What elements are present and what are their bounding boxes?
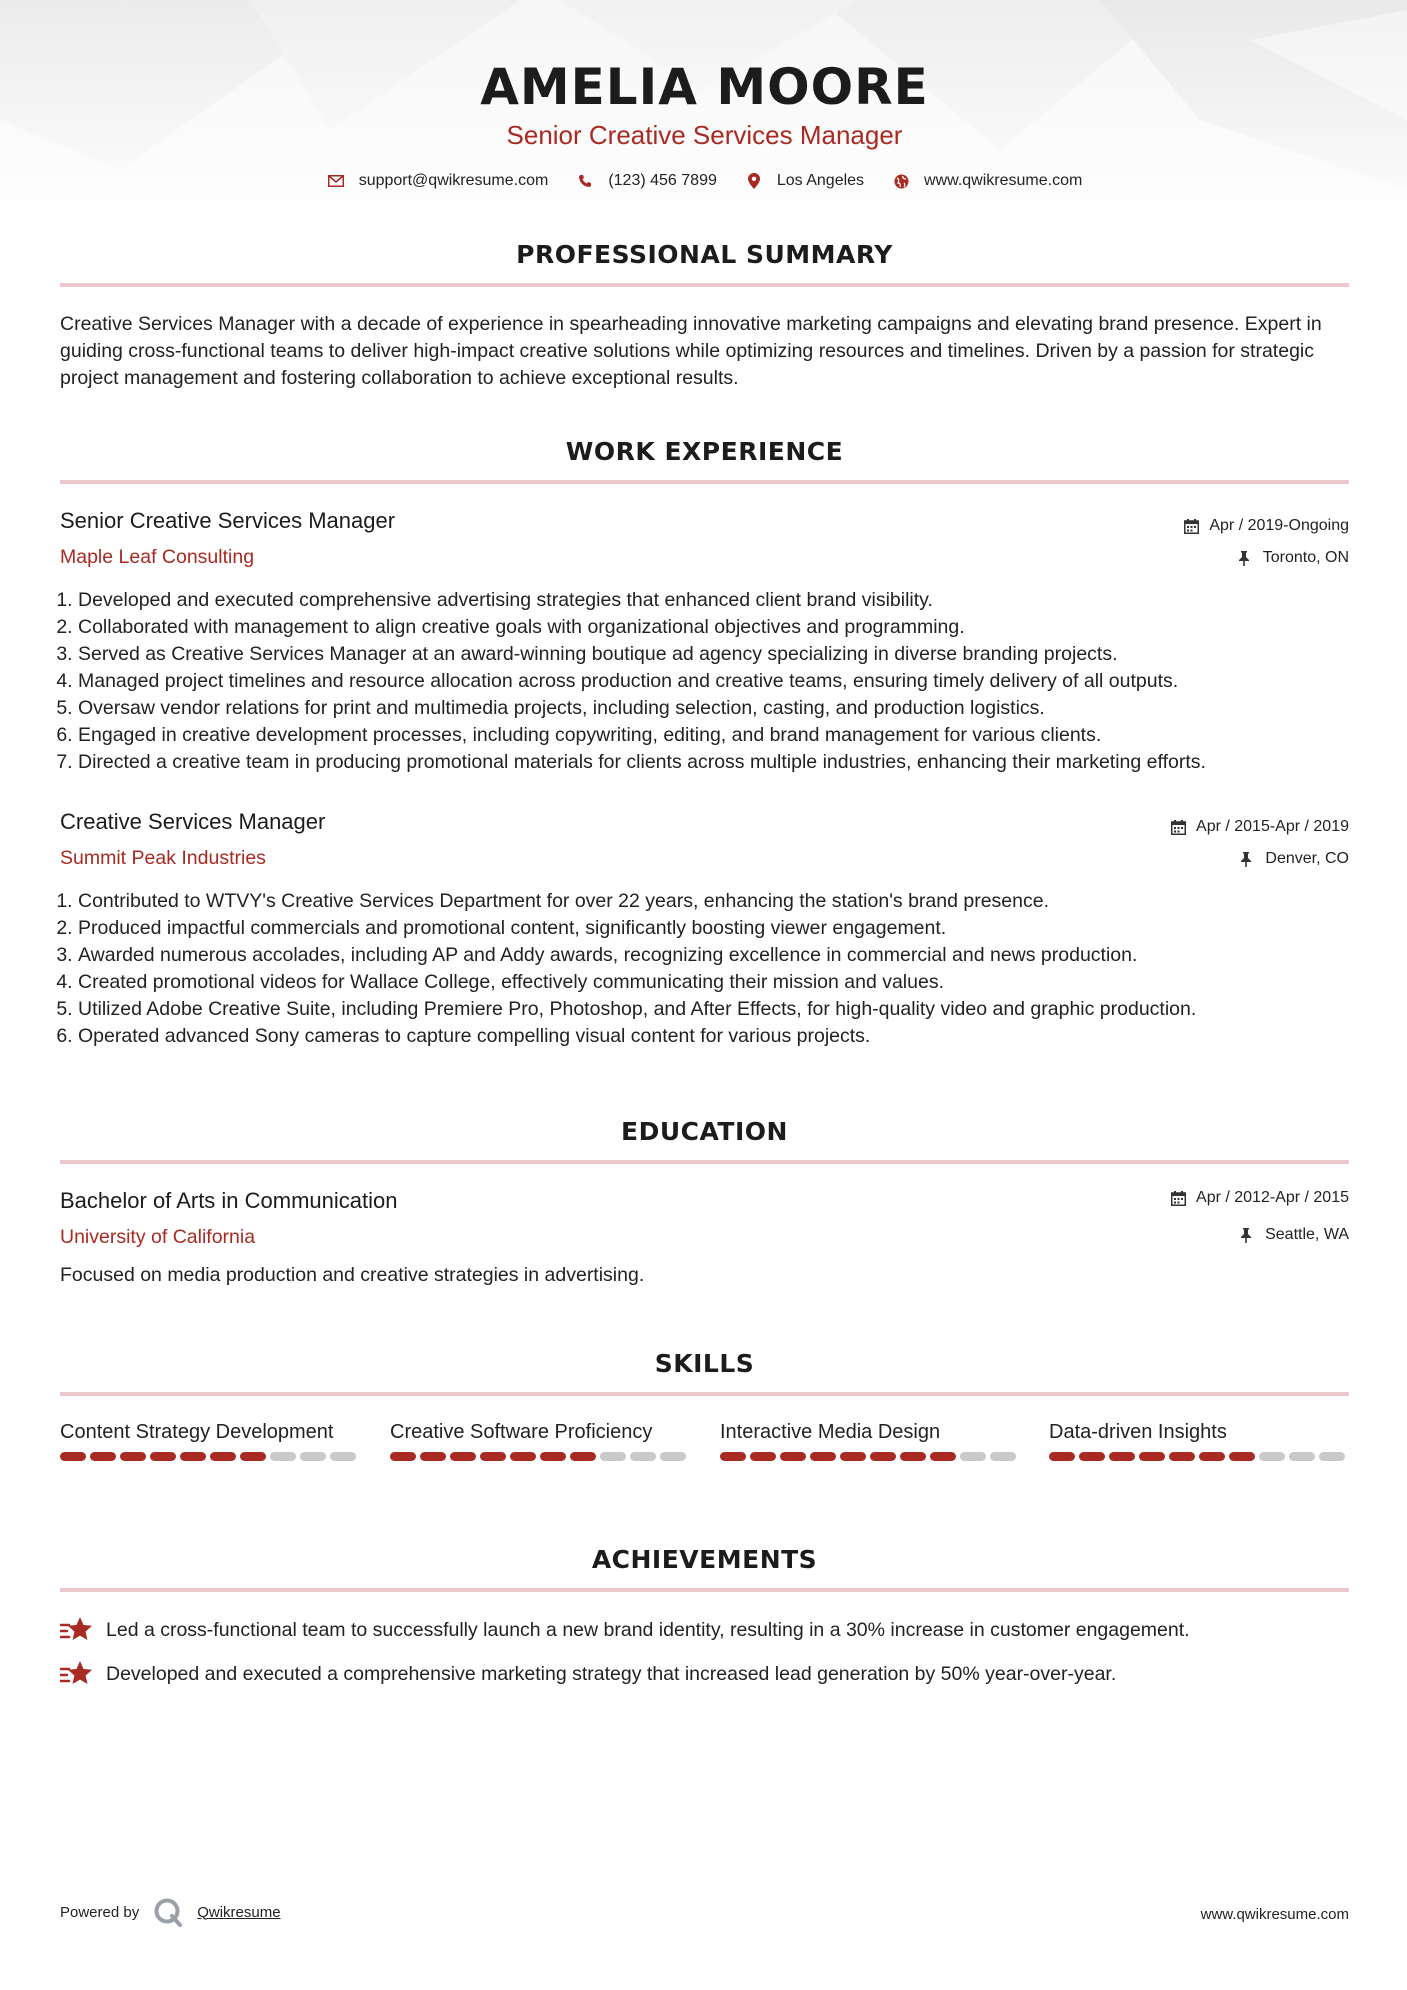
skill-item xyxy=(390,1419,690,1461)
list-item: 5. Oversaw vendor relations for print and multimedia projects, including selection, casting, and production logistics. xyxy=(78,695,1367,722)
skill-segment-filled xyxy=(120,1452,146,1461)
skill-segment-filled xyxy=(1109,1452,1135,1461)
job-title: Senior Creative Services Manager xyxy=(60,508,396,533)
skill-segment-empty xyxy=(1289,1452,1315,1461)
section-title-summary: PROFESSIONAL SUMMARY xyxy=(516,240,893,269)
company-name: Summit Peak Industries xyxy=(60,847,266,869)
list-item: 6. Engaged in creative development processes, including copywriting, editing, and brand management for various clients. xyxy=(78,722,1367,749)
phone-icon xyxy=(576,172,594,190)
skill-segment-empty xyxy=(600,1452,626,1461)
contact-location-text: Los Angeles xyxy=(776,172,865,189)
skill-segment-empty xyxy=(270,1452,296,1461)
calendar-icon xyxy=(1171,819,1187,835)
skill-segment-filled xyxy=(540,1452,566,1461)
skill-level-bar xyxy=(1049,1452,1349,1461)
education-description: Focused on media production and creative strategies in advertising. xyxy=(60,1264,645,1286)
list-item: 6. Operated advanced Sony cameras to capture compelling visual content for various projects. xyxy=(78,1023,1367,1050)
skill-segment-filled xyxy=(1169,1452,1195,1461)
company-name: Maple Leaf Consulting xyxy=(60,546,255,568)
list-item: 1. Developed and executed comprehensive advertising strategies that enhanced client brand visibility. xyxy=(78,587,1367,614)
calendar-icon xyxy=(1171,1190,1187,1206)
skill-name: Data-driven Insights xyxy=(1049,1421,1227,1443)
skill-segment-empty xyxy=(1319,1452,1345,1461)
skill-segment-filled xyxy=(810,1452,836,1461)
skill-segment-empty xyxy=(990,1452,1016,1461)
skill-name: Interactive Media Design xyxy=(720,1421,941,1443)
footer-powered-by xyxy=(60,1897,281,1927)
skill-segment-filled xyxy=(90,1452,116,1461)
qwikresume-link[interactable]: Qwikresume xyxy=(197,1903,281,1921)
list-item: 2. Produced impactful commercials and promotional content, significantly boosting viewer engagement. xyxy=(78,915,1367,942)
achievement-item xyxy=(60,1658,1349,1690)
list-item: 4. Managed project timelines and resource allocation across production and creative teams, ensuring timely delivery of all outputs. xyxy=(78,668,1367,695)
skill-segment-filled xyxy=(930,1452,956,1461)
skill-item xyxy=(1049,1419,1349,1461)
job-dates xyxy=(1184,517,1349,535)
skill-level-bar xyxy=(390,1452,690,1461)
achievement-item xyxy=(60,1614,1349,1646)
achievement-text: Developed and executed a comprehensive marketing strategy that increased lead generation by 50% year-over-year. xyxy=(106,1662,1117,1685)
pushpin-icon xyxy=(1240,1227,1256,1243)
skill-item xyxy=(60,1419,360,1461)
list-item: 4. Created promotional videos for Wallace College, effectively communicating their mission and values. xyxy=(78,969,1367,996)
section-title-achievements: ACHIEVEMENTS xyxy=(591,1545,818,1574)
skill-segment-filled xyxy=(450,1452,476,1461)
skill-segment-filled xyxy=(150,1452,176,1461)
skill-segment-empty xyxy=(300,1452,326,1461)
job-location xyxy=(1238,549,1349,567)
section-title-skills: SKILLS xyxy=(654,1349,755,1378)
list-item: 3. Served as Creative Services Manager at an award-winning boutique ad agency specializing in diverse branding projects. xyxy=(78,641,1367,668)
school-name: University of California xyxy=(60,1226,256,1248)
list-item: 2. Collaborated with management to align creative goals with organizational objectives and programming. xyxy=(78,614,1367,641)
contact-website[interactable] xyxy=(892,172,1082,190)
skill-name: Creative Software Proficiency xyxy=(390,1421,653,1443)
powered-by-label: Powered by xyxy=(60,1903,140,1921)
skill-item xyxy=(720,1419,1020,1461)
job-dates-text: Apr / 2019-Ongoing xyxy=(1209,517,1349,534)
skill-segment-filled xyxy=(870,1452,896,1461)
contact-location xyxy=(745,172,864,190)
footer-website-link[interactable]: www.qwikresume.com xyxy=(1200,1906,1349,1923)
skill-segment-empty xyxy=(630,1452,656,1461)
list-item: 7. Directed a creative team in producing promotional materials for clients across multiple industries, enhancing their marketing efforts. xyxy=(78,749,1367,776)
star-award-icon xyxy=(60,1658,94,1690)
candidate-role: Senior Creative Services Manager xyxy=(506,120,903,150)
skill-level-bar xyxy=(720,1452,1020,1461)
candidate-name: AMELIA MOORE xyxy=(480,58,929,116)
envelope-icon xyxy=(327,172,345,190)
skill-segment-filled xyxy=(750,1452,776,1461)
calendar-icon xyxy=(1184,518,1200,534)
job-bullets xyxy=(60,888,1367,1050)
job-dates-text: Apr / 2015-Apr / 2019 xyxy=(1196,818,1349,835)
pushpin-icon xyxy=(1240,851,1256,867)
skill-segment-filled xyxy=(1049,1452,1075,1461)
list-item: 1. Contributed to WTVY's Creative Services Department for over 22 years, enhancing the station's brand presence. xyxy=(78,888,1367,915)
skill-segment-empty xyxy=(660,1452,686,1461)
job-location-text: Toronto, ON xyxy=(1262,549,1349,566)
star-award-icon xyxy=(60,1614,94,1646)
skill-name: Content Strategy Development xyxy=(60,1421,334,1443)
skill-segment-empty xyxy=(330,1452,356,1461)
skill-segment-empty xyxy=(960,1452,986,1461)
contact-phone-text: (123) 456 7899 xyxy=(608,172,717,189)
skill-segment-filled xyxy=(60,1452,86,1461)
skill-level-bar xyxy=(60,1452,360,1461)
contact-email-text: support@qwikresume.com xyxy=(358,172,549,189)
skill-segment-filled xyxy=(570,1452,596,1461)
contact-website-text: www.qwikresume.com xyxy=(924,172,1083,189)
list-item: 5. Utilized Adobe Creative Suite, including Premiere Pro, Photoshop, and After Effects, for high-quality video and graphic production. xyxy=(78,996,1367,1023)
job-title: Creative Services Manager xyxy=(60,809,326,834)
skill-segment-filled xyxy=(780,1452,806,1461)
skill-segment-filled xyxy=(240,1452,266,1461)
achievement-text: Led a cross-functional team to successfully launch a new brand identity, resulting in a 30% increase in customer engagement. xyxy=(106,1618,1190,1641)
skill-segment-filled xyxy=(1199,1452,1225,1461)
list-item: 3. Awarded numerous accolades, including AP and Addy awards, recognizing excellence in commercial and news production. xyxy=(78,942,1367,969)
pushpin-icon xyxy=(1238,550,1254,566)
skill-segment-filled xyxy=(1079,1452,1105,1461)
contact-email[interactable] xyxy=(327,172,549,190)
skill-segment-filled xyxy=(420,1452,446,1461)
education-location-text: Seattle, WA xyxy=(1265,1226,1349,1243)
skill-segment-filled xyxy=(180,1452,206,1461)
section-divider xyxy=(60,283,1349,287)
skill-segment-filled xyxy=(210,1452,236,1461)
contact-phone[interactable] xyxy=(576,172,717,190)
skill-segment-filled xyxy=(1139,1452,1165,1461)
section-divider xyxy=(60,1160,1349,1164)
skill-segment-filled xyxy=(840,1452,866,1461)
qwikresume-logo-icon xyxy=(153,1897,183,1927)
section-divider xyxy=(60,480,1349,484)
skill-segment-filled xyxy=(720,1452,746,1461)
skill-segment-filled xyxy=(390,1452,416,1461)
skill-segment-empty xyxy=(1259,1452,1285,1461)
skill-segment-filled xyxy=(510,1452,536,1461)
skills-grid xyxy=(60,1419,1349,1499)
contact-bar xyxy=(60,172,1349,190)
job-location-text: Denver, CO xyxy=(1265,850,1349,867)
section-title-education: EDUCATION xyxy=(621,1117,788,1146)
section-divider xyxy=(60,1392,1349,1396)
map-pin-icon xyxy=(745,172,763,190)
job-location xyxy=(1240,850,1349,868)
skill-segment-filled xyxy=(1229,1452,1255,1461)
section-title-experience: WORK EXPERIENCE xyxy=(565,437,844,466)
job-dates xyxy=(1171,818,1349,836)
skill-segment-filled xyxy=(480,1452,506,1461)
summary-text: Creative Services Manager with a decade of experience in spearheading innovative marketing campaigns and elevating brand presence. Expert in guiding cross-functional teams to deliver high-impact creative solutions while optimizing resources and timelines. Driven by a passion for strategic project management and fostering collaboration to achieve exceptional results. xyxy=(60,313,1322,389)
job-bullets xyxy=(60,587,1367,776)
globe-icon xyxy=(892,172,910,190)
skill-segment-filled xyxy=(900,1452,926,1461)
section-divider xyxy=(60,1588,1349,1592)
education-dates xyxy=(1171,1189,1349,1207)
education-location xyxy=(1240,1226,1349,1244)
education-dates-text: Apr / 2012-Apr / 2015 xyxy=(1196,1189,1349,1206)
degree-title: Bachelor of Arts in Communication xyxy=(60,1188,398,1213)
